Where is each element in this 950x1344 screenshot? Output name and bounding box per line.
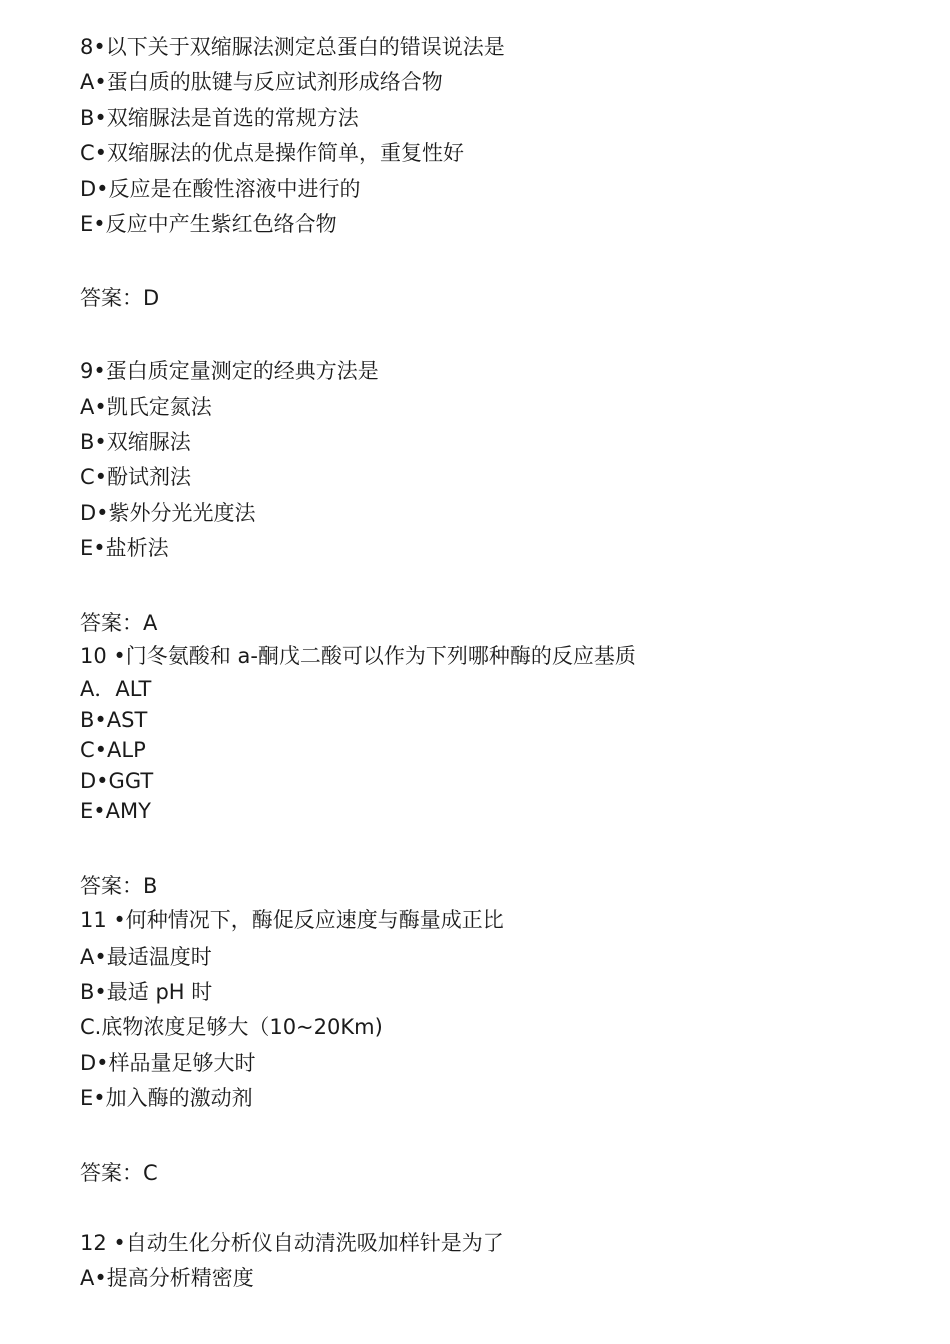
question-11-option-a: A•最适温度时	[80, 945, 212, 969]
question-10-option-a: A．ALT	[80, 677, 152, 701]
question-8-option-a: A•蛋白质的肽键与反应试剂形成络合物	[80, 70, 443, 94]
question-8-stem: 8•以下关于双缩脲法测定总蛋白的错误说法是	[80, 35, 505, 59]
question-10-option-e: E•AMY	[80, 799, 151, 823]
question-11-option-e: E•加入酶的激动剂	[80, 1086, 253, 1110]
question-10-option-b: B•AST	[80, 708, 148, 732]
question-9-answer: 答案：A	[80, 611, 158, 635]
question-11-stem: 11 •何种情况下，酶促反应速度与酶量成正比	[80, 908, 504, 932]
question-11-answer: 答案：C	[80, 1161, 158, 1185]
question-9-option-c: C•酚试剂法	[80, 465, 192, 489]
question-9-option-e: E•盐析法	[80, 536, 169, 560]
question-11-option-b: B•最适 pH 时	[80, 980, 213, 1004]
question-12-stem: 12 •自动生化分析仪自动清洗吸加样针是为了	[80, 1231, 504, 1255]
question-10-answer: 答案：B	[80, 874, 158, 898]
question-8-option-c: C•双缩脲法的优点是操作简单，重复性好	[80, 141, 465, 165]
question-11-option-c: C.底物浓度足够大（10~20Km)	[80, 1015, 383, 1039]
question-10-option-d: D•GGT	[80, 769, 154, 793]
question-9-option-d: D•紫外分光光度法	[80, 501, 256, 525]
question-8-option-b: B•双缩脲法是首选的常规方法	[80, 106, 359, 130]
question-10-option-c: C•ALP	[80, 738, 146, 762]
question-9-stem: 9•蛋白质定量测定的经典方法是	[80, 359, 379, 383]
question-9-option-b: B•双缩脲法	[80, 430, 191, 454]
question-10-stem: 10 •门冬氨酸和 a-酮戊二酸可以作为下列哪种酶的反应基质	[80, 644, 636, 668]
question-8-option-e: E•反应中产生紫红色络合物	[80, 212, 337, 236]
question-9-option-a: A•凯氏定氮法	[80, 395, 212, 419]
question-8-option-d: D•反应是在酸性溶液中进行的	[80, 177, 361, 201]
question-11-option-d: D•样品量足够大时	[80, 1051, 256, 1075]
question-8-answer: 答案：D	[80, 286, 160, 310]
question-12-option-a: A•提高分析精密度	[80, 1266, 254, 1290]
